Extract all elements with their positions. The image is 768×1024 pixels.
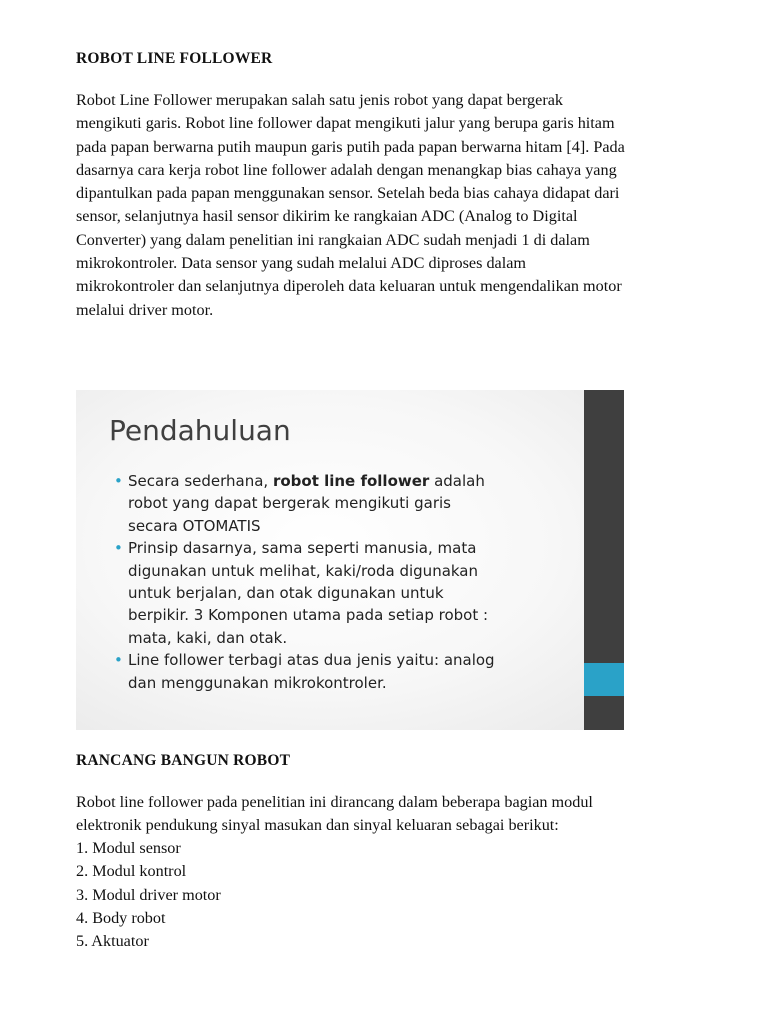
section-heading-rancang-bangun-robot: RANCANG BANGUN ROBOT xyxy=(76,752,291,769)
slide-bullet xyxy=(114,470,554,537)
paragraph-line: dasarnya cara kerja robot line follower adalah dengan menangkap bias cahaya yang xyxy=(76,160,617,179)
slide-bullet xyxy=(114,649,554,694)
list-item: 4. Body robot xyxy=(76,908,166,927)
paragraph-line: mikrokontroler. Data sensor yang sudah melalui ADC diproses dalam xyxy=(76,254,527,273)
bullet-dot-icon: • xyxy=(114,651,123,670)
list-item: 2. Modul kontrol xyxy=(76,862,187,881)
design-paragraph xyxy=(76,791,716,838)
slide-bullet-line: digunakan untuk melihat, kaki/roda digunakan xyxy=(128,561,479,580)
embedded-slide-image xyxy=(76,390,624,730)
slide-bullet-text: Secara sederhana, xyxy=(128,472,273,490)
slide-bullet-line: untuk berjalan, dan otak digunakan untuk xyxy=(128,584,444,603)
slide-bullet-text: adalah xyxy=(429,472,485,490)
intro-paragraph xyxy=(76,89,716,322)
paragraph-line: Converter) yang dalam penelitian ini rangkaian ADC sudah menjadi 1 di dalam xyxy=(76,230,590,249)
list-item: 5. Aktuator xyxy=(76,932,149,951)
slide-bullet-line: dan menggunakan mikrokontroler. xyxy=(128,673,387,692)
paragraph-line: dipantulkan pada papan menggunakan sensor. Setelah beda bias cahaya didapat dari xyxy=(76,184,620,203)
slide-title: Pendahuluan xyxy=(109,414,291,447)
slide-bullet-bold-text: robot line follower xyxy=(272,472,430,490)
paragraph-line: melalui driver motor. xyxy=(76,300,214,319)
slide-accent-block xyxy=(584,663,624,696)
paragraph-line: sensor, selanjutnya hasil sensor dikirim ke rangkaian ADC (Analog to Digital xyxy=(76,207,578,226)
paragraph-line: Robot line follower pada penelitian ini dirancang dalam beberapa bagian modul xyxy=(76,793,593,811)
slide-bullet-line: Line follower terbagi atas dua jenis yaitu: analog xyxy=(128,651,495,670)
paragraph-line: mengikuti garis. Robot line follower dapat mengikuti jalur yang berupa garis hitam xyxy=(76,114,615,133)
bullet-dot-icon: • xyxy=(114,539,123,558)
paragraph-line: pada papan berwarna putih maupun garis putih pada papan berwarna hitam [4]. Pada xyxy=(76,137,625,156)
list-item: 1. Modul sensor xyxy=(76,839,181,857)
slide-bullet-list xyxy=(114,470,554,694)
bullet-dot-icon: • xyxy=(114,472,123,490)
section-heading-robot-line-follower: ROBOT LINE FOLLOWER xyxy=(76,50,273,67)
paragraph-line: Robot Line Follower merupakan salah satu jenis robot yang dapat bergerak xyxy=(76,91,563,109)
list-item: 3. Modul driver motor xyxy=(76,885,221,904)
paragraph-line: mikrokontroler dan selanjutnya diperoleh data keluaran untuk mengendalikan motor xyxy=(76,277,622,296)
slide-bullet-line: robot yang dapat bergerak mengikuti garis xyxy=(128,494,451,513)
slide-bullet-line: secara OTOMATIS xyxy=(128,516,261,535)
paragraph-line: elektronik pendukung sinyal masukan dan sinyal keluaran sebagai berikut: xyxy=(76,816,559,835)
slide-bullet-line: berpikir. 3 Komponen utama pada setiap robot : xyxy=(128,606,489,625)
module-list xyxy=(76,837,221,953)
slide-bullet-line: Prinsip dasarnya, sama seperti manusia, mata xyxy=(128,539,477,558)
slide-bullet-line: mata, kaki, dan otak. xyxy=(128,628,288,647)
slide-bullet xyxy=(114,537,554,649)
